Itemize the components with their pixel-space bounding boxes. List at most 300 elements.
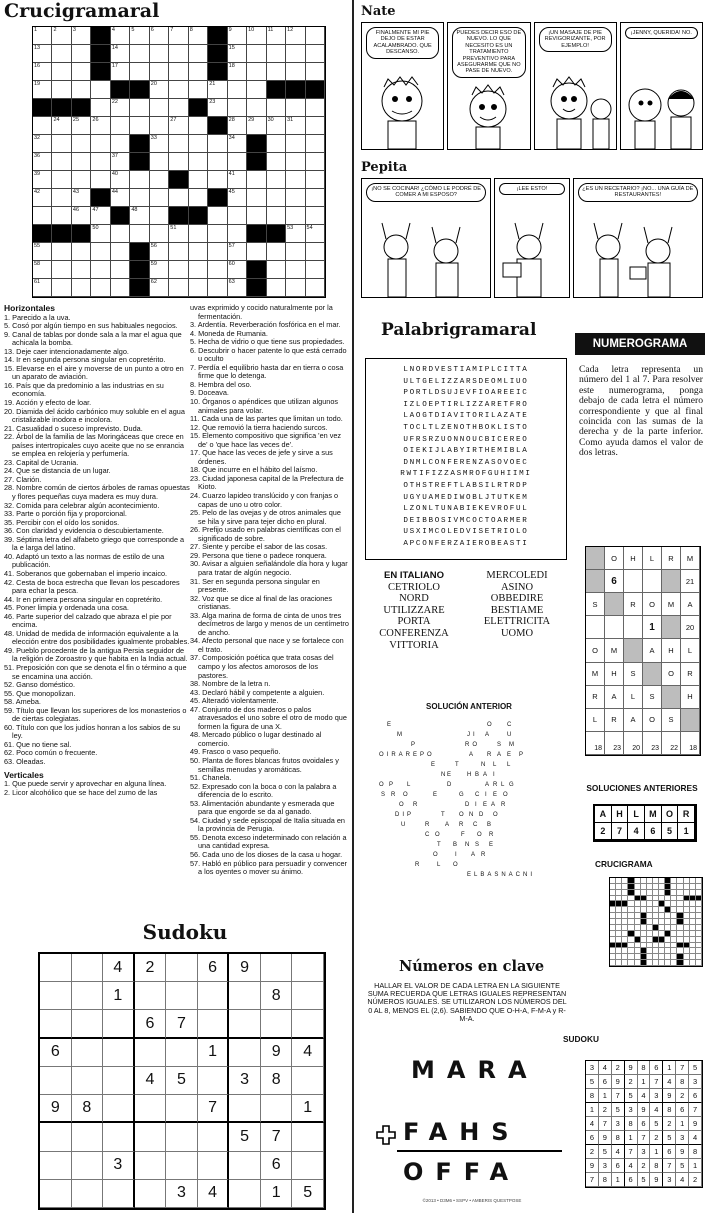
crossword-cell xyxy=(33,81,52,99)
sudoku-cell xyxy=(72,1123,104,1151)
clue-number: 29 xyxy=(248,117,255,123)
crossword-cell xyxy=(72,63,91,81)
solution-letters: R xyxy=(489,832,497,838)
sudoku-cell: 1 xyxy=(261,1180,293,1208)
clue: 63. Oleadas. xyxy=(4,756,46,766)
sudoku-cell: 8 xyxy=(261,1067,293,1095)
word-item: NORD xyxy=(399,593,429,605)
sudoku-cell: 4 xyxy=(292,1039,324,1067)
black-square xyxy=(208,27,227,45)
crossword-cell xyxy=(91,99,110,117)
clue: 57. Habló en público para persuadir y convencer a los oyentes o mover su ánimo. xyxy=(190,858,347,877)
solution-letters: O xyxy=(379,782,387,788)
crossword-cell xyxy=(150,189,169,207)
black-square xyxy=(130,135,149,153)
clue: 54. Ciudad y sede episcopal de Italia situada en la provincia de Perugia. xyxy=(190,815,345,834)
clue: 60. Título con que los judíos honran a los sabios de su ley. xyxy=(4,722,181,741)
sudoku-solution-cell: 8 xyxy=(599,1173,612,1187)
crossword-cell xyxy=(286,45,305,63)
crossword-cell xyxy=(130,99,149,117)
clue-number: 62 xyxy=(150,279,157,285)
black-square xyxy=(169,171,188,189)
clue-number: 6 xyxy=(150,27,154,33)
sum-row-3: OFFA xyxy=(403,1158,521,1186)
solution-letters: DIP xyxy=(395,812,415,818)
crossword-cell xyxy=(208,261,227,279)
crossword-cell xyxy=(111,261,130,279)
horizontal-heading: Horizontales xyxy=(4,303,56,313)
crossword-cell xyxy=(91,135,110,153)
solution-letters: RO xyxy=(465,742,480,748)
wordsearch-row: PORTLDSUJEVFIOAREEIC xyxy=(403,389,529,398)
sudoku-solution-cell: 1 xyxy=(612,1173,625,1187)
sudoku-solution-cell: 7 xyxy=(650,1075,663,1089)
clue: 38. Nombre de la letra n. xyxy=(190,679,271,689)
crossword-cell xyxy=(52,261,71,279)
cartoon-figure-icon xyxy=(495,219,565,297)
sudoku-solution-cell: 7 xyxy=(689,1103,702,1117)
numerograma-cell: R xyxy=(624,593,643,616)
wordsearch-row: UFRSRZUONNOUCBICEREO xyxy=(403,435,529,444)
crossword-cell xyxy=(267,207,286,225)
crossword-cell xyxy=(130,189,149,207)
clue-number: 61 xyxy=(34,279,41,285)
crucigrama-solution-grid xyxy=(609,877,703,967)
solution-letters: E xyxy=(493,792,501,798)
solution-letters: D xyxy=(479,812,487,818)
solution-letter: A xyxy=(595,806,612,823)
crossword-cell xyxy=(52,279,71,297)
crossword-cell xyxy=(150,81,169,99)
black-square xyxy=(208,117,227,135)
solution-letters: S xyxy=(381,792,389,798)
clue-number: 44 xyxy=(111,189,118,195)
sudoku-solution-cell: 5 xyxy=(650,1117,663,1131)
sudoku-solution-cell: 5 xyxy=(612,1103,625,1117)
wordsearch-row: DNMLCONFERENZASOVOEC xyxy=(403,458,529,467)
crossword-cell xyxy=(150,279,169,297)
numerograma-cell: M xyxy=(605,639,624,662)
word-item: VITTORIA xyxy=(389,639,439,651)
pepita-strip xyxy=(361,178,703,298)
crossword-cell xyxy=(150,45,169,63)
solution-letters: O xyxy=(435,832,443,838)
crossword-cell xyxy=(208,153,227,171)
crossword-cell xyxy=(33,189,52,207)
crossword-cell xyxy=(169,243,188,261)
crossword-cell xyxy=(72,117,91,135)
sudoku-cell: 2 xyxy=(135,954,167,982)
black-square xyxy=(189,207,208,225)
solution-letters: L xyxy=(493,762,500,768)
cartoon-figure-icon xyxy=(448,79,530,149)
sudoku-cell xyxy=(229,1152,261,1180)
clue: 27. Siente y percibe el sabor de las cosas. xyxy=(190,542,328,552)
sudoku-cell xyxy=(72,1039,104,1067)
shaded-cell xyxy=(605,593,624,616)
numerograma-cell: M xyxy=(681,547,700,570)
crossword-cell xyxy=(189,117,208,135)
solution-letters: D xyxy=(447,782,455,788)
crossword-cell xyxy=(267,261,286,279)
crossword-cell xyxy=(72,45,91,63)
clue-number: 55 xyxy=(34,243,41,249)
clue-number: 21 xyxy=(209,81,216,87)
sudoku-solution-cell: 7 xyxy=(612,1089,625,1103)
speech-bubble: ¡NO SE COCINAR! ¿CÓMO LE PODRÉ DE COMER A MI ESPOSO? xyxy=(366,183,486,202)
sudoku-cell: 6 xyxy=(135,1010,167,1038)
word-item: CONFERENZA xyxy=(379,627,449,639)
crucigrama-title: CRUCIGRAMA xyxy=(595,859,653,869)
right-column xyxy=(357,0,709,1213)
numerograma-cell: 18 xyxy=(681,732,700,755)
cartoon-figure-icon xyxy=(621,65,703,149)
crossword-cell xyxy=(169,99,188,117)
crossword-cell xyxy=(247,117,266,135)
crossword-cell xyxy=(52,189,71,207)
crossword-cell xyxy=(150,135,169,153)
clue-number: 12 xyxy=(287,27,294,33)
solution-letter: O xyxy=(662,806,679,823)
crossword-cell xyxy=(228,45,247,63)
numerograma-cell xyxy=(624,570,643,593)
crossword-cell xyxy=(306,153,325,171)
crossword-cell xyxy=(33,243,52,261)
word-item: ASINO xyxy=(500,581,534,593)
crossword-cell xyxy=(267,99,286,117)
solution-letters: L xyxy=(501,782,508,788)
crossword-cell xyxy=(267,27,286,45)
crossword-cell xyxy=(52,45,71,63)
solution-letters: G xyxy=(459,792,467,798)
black-square xyxy=(130,243,149,261)
sudoku-solution-cell: 7 xyxy=(638,1131,651,1145)
numerograma-cell: 20 xyxy=(624,732,643,755)
pepita-title: Pepita xyxy=(361,160,408,175)
crossword-cell xyxy=(150,261,169,279)
sudoku-cell xyxy=(40,1067,72,1095)
solution-number: 4 xyxy=(628,823,645,840)
clue: 41. Soberanos que gobernaban el imperio incaico. xyxy=(4,568,168,578)
crossword-cell xyxy=(130,225,149,243)
nate-panel-4 xyxy=(620,22,703,150)
solution-number: 6 xyxy=(645,823,662,840)
clue: 56. Cada uno de los dioses de la casa u hogar. xyxy=(190,850,343,859)
crossword-cell xyxy=(228,171,247,189)
sudoku-solution-cell: 9 xyxy=(586,1159,599,1173)
sudoku-solution-cell: 2 xyxy=(676,1089,689,1103)
clue: 32. Comida para celebrar algún acontecimiento. xyxy=(4,500,160,510)
sudoku-cell: 3 xyxy=(166,1180,198,1208)
crossword-cell xyxy=(91,261,110,279)
crossword-cell xyxy=(247,27,266,45)
crossword-cell xyxy=(267,135,286,153)
clue-number: 2 xyxy=(53,27,57,33)
clue-number: 24 xyxy=(53,117,60,123)
sudoku-solution-cell: 4 xyxy=(663,1075,676,1089)
sudoku-cell: 9 xyxy=(261,1039,293,1067)
shaded-cell xyxy=(643,663,662,686)
crossword-cell xyxy=(228,261,247,279)
solution-letters: D xyxy=(465,802,473,808)
clue-number: 32 xyxy=(34,135,41,141)
crossword-cell xyxy=(267,243,286,261)
sudoku-cell: 3 xyxy=(103,1152,135,1180)
sudoku-solution-cell: 3 xyxy=(663,1173,676,1187)
crossword-cell xyxy=(208,243,227,261)
crossword-cell xyxy=(72,279,91,297)
clue: 35. Percibir con el oído los sonidos. xyxy=(4,517,120,527)
crossword-cell xyxy=(189,81,208,99)
numerograma-cell: 23 xyxy=(605,732,624,755)
vertical-clue-list-2 xyxy=(190,304,350,877)
crossword-cell xyxy=(306,189,325,207)
solution-letters: T xyxy=(441,812,448,818)
crossword-cell xyxy=(72,81,91,99)
black-square xyxy=(286,81,305,99)
crossword-cell xyxy=(247,171,266,189)
crossword-cell xyxy=(150,171,169,189)
crossword-cell xyxy=(111,45,130,63)
clue-number: 43 xyxy=(72,189,80,195)
clue: 45. Alteradó violentamente. xyxy=(190,696,279,706)
wordlist-left xyxy=(365,570,463,651)
shaded-cell xyxy=(624,639,643,662)
numerograma-cell: A xyxy=(624,709,643,732)
solution-letters: R xyxy=(459,822,467,828)
sudoku-cell xyxy=(166,1123,198,1151)
sudoku-solution-cell: 7 xyxy=(599,1117,612,1131)
clue: 48. Mercado público o lugar destinado al comercio. xyxy=(190,730,322,748)
crossword-cell xyxy=(228,27,247,45)
solution-letters: B xyxy=(453,842,461,848)
solution-letters: A xyxy=(497,752,505,758)
sudoku-cell xyxy=(40,1152,72,1180)
crossword-cell xyxy=(228,117,247,135)
crossword-cell xyxy=(189,153,208,171)
crossword-cell xyxy=(228,207,247,225)
crossword-cell xyxy=(130,207,149,225)
crossword-cell xyxy=(306,45,325,63)
numerograma-cell: M xyxy=(662,593,681,616)
crossword-cell xyxy=(52,117,71,135)
crossword-cell xyxy=(52,81,71,99)
sudoku-solution-cell: 9 xyxy=(650,1173,663,1187)
crossword-cell xyxy=(72,27,91,45)
shaded-cell xyxy=(662,686,681,709)
numerograma-cell: R xyxy=(681,663,700,686)
word-item: PORTA xyxy=(397,616,431,628)
crossword-cell xyxy=(111,171,130,189)
sudoku-cell: 4 xyxy=(135,1067,167,1095)
clue: 42. Cesta de boca estrecha que llevan los pescadores para echar la pesca. xyxy=(4,577,180,596)
crossword-cell xyxy=(286,27,305,45)
crossword-cell xyxy=(267,279,286,297)
sudoku-solution-cell: 1 xyxy=(586,1103,599,1117)
numerograma-cell: A xyxy=(605,686,624,709)
sudoku-solution-cell: 6 xyxy=(638,1117,651,1131)
sudoku-solution-cell: 2 xyxy=(586,1145,599,1159)
solution-letters: I xyxy=(485,792,490,798)
crossword-cell xyxy=(91,81,110,99)
pepita-panel-1 xyxy=(361,178,491,298)
crossword-cell xyxy=(286,153,305,171)
clue-number: 50 xyxy=(92,225,99,231)
clue: 2. Licor alcohólico que se hace del zumo de las xyxy=(4,787,158,797)
clue: 17. Que hace las veces de jefe y sirve a sus órdenes. xyxy=(190,448,333,466)
sudoku-cell xyxy=(72,1010,104,1038)
clue-number: 56 xyxy=(150,243,157,249)
crossword-cell xyxy=(286,225,305,243)
solution-letters: R xyxy=(481,852,489,858)
numerograma-cell: 6 xyxy=(605,570,624,593)
numerograma-instructions: Cada letra representa un número del 1 al 7. Para resolver este numerograma, ponga debajo de cada letra el número correspondiente y que al final coincida con las sumas de la derecha y de la parte inferior. Como ayuda damos el valor de dos letras. xyxy=(579,364,703,459)
sum-row-2: FAHS xyxy=(403,1118,521,1146)
clue: 13. Deje caer intencionadamente algo. xyxy=(4,346,129,356)
clue-number: 34 xyxy=(228,135,235,141)
wordsearch-grid xyxy=(365,358,567,560)
numerograma-cell xyxy=(624,616,643,639)
sudoku-solution-cell: 1 xyxy=(663,1061,676,1075)
clue: 3. Ardentía. Reverberación fosfórica en el mar. xyxy=(190,320,341,330)
clue-number: 9 xyxy=(228,27,232,33)
solution-letters: A xyxy=(485,782,493,788)
solution-letters: C xyxy=(473,822,481,828)
sudoku-cell xyxy=(198,1152,230,1180)
clue: 10. Órganos o apéndices que utilizan algunos animales para volar. xyxy=(190,397,339,415)
crossword-cell xyxy=(247,189,266,207)
sudoku-cell: 1 xyxy=(198,1039,230,1067)
wordsearch-row: LZONLTUNABIEKEVROFUL xyxy=(403,505,529,514)
crossword-cell xyxy=(286,117,305,135)
sudoku-cell xyxy=(198,982,230,1010)
solution-letters: JI xyxy=(467,732,478,738)
crossword-cell xyxy=(33,261,52,279)
sudoku-solution-title: SUDOKU xyxy=(563,1034,599,1044)
solution-letter: M xyxy=(645,806,662,823)
sudoku-solution-cell: 4 xyxy=(586,1117,599,1131)
crossword-cell xyxy=(33,27,52,45)
crossword-cell xyxy=(130,45,149,63)
clue: 33. Alga marina de forma de cinta de unos tres decímetros de largo y menos de un centímetro de ancho. xyxy=(190,610,349,637)
crossword-cell xyxy=(189,27,208,45)
word-item: MERCOLEDI xyxy=(486,570,548,581)
sudoku-solution-cell: 6 xyxy=(599,1075,612,1089)
speech-bubble: ¿ES UN RECETARIO? ¡NO... UNA GUÍA DE RESTAURANTES! xyxy=(578,183,698,202)
crossword-cell xyxy=(169,117,188,135)
numerograma-cell: 23 xyxy=(643,732,662,755)
clue: 33. Parte o porción fija y proporcional. xyxy=(4,509,127,519)
solution-letters: S xyxy=(497,742,505,748)
numerograma-cell: R xyxy=(605,709,624,732)
black-square xyxy=(33,225,52,243)
crossword-cell xyxy=(169,45,188,63)
numerograma-cell: H xyxy=(605,663,624,686)
sudoku-solution-cell: 9 xyxy=(638,1103,651,1117)
sudoku-cell xyxy=(103,1039,135,1067)
clue: 53. Alimentación abundante y esmerada que para que engorde se da al ganado. xyxy=(190,798,335,817)
sudoku-cell xyxy=(166,982,198,1010)
sudoku-solution-cell: 4 xyxy=(650,1103,663,1117)
solution-letters: L xyxy=(507,762,514,768)
clue-number: 3 xyxy=(72,27,76,33)
clue-number: 46 xyxy=(72,207,80,213)
sudoku-solution-cell: 1 xyxy=(689,1159,702,1173)
sudoku-solution-cell: 3 xyxy=(638,1145,651,1159)
solution-letters: OIRAREPO xyxy=(379,752,435,758)
vertical-heading: Verticales xyxy=(4,769,44,780)
clue: 9. Canal de tablas por donde sala a la mar el agua que achicala la bomba. xyxy=(4,329,182,348)
wordsearch-row: APCONFERZAIEROBEASTI xyxy=(403,539,529,548)
sudoku-cell: 6 xyxy=(261,1152,293,1180)
sudoku-cell: 3 xyxy=(229,1067,261,1095)
sudoku-cell xyxy=(103,1010,135,1038)
crossword-cell xyxy=(111,243,130,261)
crossword-cell xyxy=(228,99,247,117)
nate-title: Nate xyxy=(361,4,396,19)
crossword-cell xyxy=(130,27,149,45)
crossword-cell xyxy=(228,243,247,261)
crossword-cell xyxy=(72,153,91,171)
crossword-cell xyxy=(169,135,188,153)
wordsearch-row: LAOGTDIAVITORILAZATE xyxy=(403,412,529,421)
sudoku-solution-cell: 9 xyxy=(689,1117,702,1131)
solution-letters: P xyxy=(519,752,527,758)
sudoku-solution-cell: 7 xyxy=(663,1159,676,1173)
sudoku-solution-cell: 5 xyxy=(663,1131,676,1145)
crossword-cell xyxy=(52,243,71,261)
crossword-cell xyxy=(306,117,325,135)
black-square xyxy=(247,279,266,297)
solution-letters: T xyxy=(437,842,444,848)
clue: 11. Cada una de las partes que limitan un todo. xyxy=(190,414,343,424)
solution-letters: E xyxy=(483,802,491,808)
sudoku-grid xyxy=(38,952,326,1210)
crossword-cell xyxy=(150,243,169,261)
clue-number: 60 xyxy=(228,261,235,267)
sudoku-cell xyxy=(135,1039,167,1067)
crossword-cell xyxy=(33,171,52,189)
clue: 16. País que da predominio a las industrias en su economía. xyxy=(4,380,164,399)
numerograma-cell: H xyxy=(662,639,681,662)
clue: 51. Chanela. xyxy=(190,773,232,783)
clue: 30. Avisar a alguien señalándole día hora y lugar para tratar de algún negocio. xyxy=(190,559,348,577)
crossword-cell xyxy=(111,279,130,297)
clue: 59. Título que llevan los superiores de los monasterios o de ciertas colegiatas. xyxy=(4,705,187,724)
crossword-cell xyxy=(286,279,305,297)
sudoku-solution-cell: 5 xyxy=(689,1061,702,1075)
crossword-cell xyxy=(306,63,325,81)
numerograma-cell: 20 xyxy=(681,616,700,639)
clue: 1. Parecido a la uva. xyxy=(4,312,71,322)
numerograma-cell: S xyxy=(643,686,662,709)
solution-letters: O xyxy=(453,862,461,868)
solution-letters: B xyxy=(475,772,483,778)
crossword-cell xyxy=(150,27,169,45)
clues-column-2 xyxy=(190,304,350,877)
crossword-cell xyxy=(189,45,208,63)
crossword-cell xyxy=(228,225,247,243)
sudoku-cell xyxy=(166,954,198,982)
crossword-cell xyxy=(267,45,286,63)
sudoku-solution-cell: 1 xyxy=(638,1075,651,1089)
black-square xyxy=(111,207,130,225)
black-square xyxy=(72,225,91,243)
crossword-cell xyxy=(111,99,130,117)
clue: 15. Elemento compositivo que significa 'en vez de' o 'que hace las veces de'. xyxy=(190,431,342,449)
solution-letters: C xyxy=(425,832,433,838)
sudoku-solution-grid xyxy=(585,1060,703,1188)
